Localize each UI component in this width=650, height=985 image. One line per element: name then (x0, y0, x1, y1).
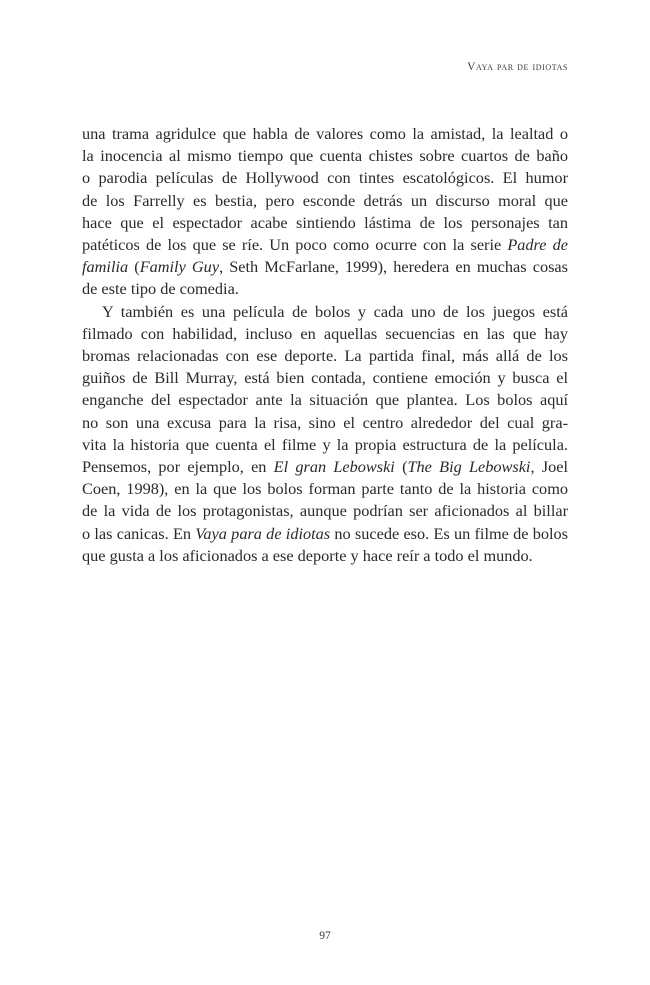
text-run: ( (394, 457, 408, 477)
text-line: guiños de Bill Murray, está bien contada, contiene emoción y busca el (82, 368, 568, 388)
text-line (82, 456, 568, 478)
text-line: que gusta a los aficionados a ese deporte y hace reír a todo el mundo. (82, 545, 533, 565)
body-text (82, 123, 568, 567)
text-run: , Joel (530, 457, 568, 477)
italic-title: familia (82, 257, 129, 277)
italic-title: Vaya para de idiotas (195, 523, 331, 543)
text-line: filmado con habilidad, incluso en aquellas secuencias en las que hay (82, 323, 568, 343)
italic-title: Padre de (507, 235, 568, 255)
text-line: de este tipo de comedia. (82, 279, 239, 299)
text-line (82, 234, 568, 256)
text-run: o las canicas. En (82, 523, 196, 543)
text-line: vita la historia que cuenta el filme y la propia estructura de la película. (82, 434, 568, 454)
text-run: , Seth McFarlane, 1999), heredera en muchas cosas (219, 257, 568, 277)
text-line: bromas relacionadas con ese deporte. La partida final, más allá de los (82, 346, 568, 366)
text-line: enganche del espectador ante la situación que plantea. Los bolos aquí (82, 390, 568, 410)
text-run: patéticos de los que se ríe. Un poco como ocurre con la serie (82, 235, 508, 255)
text-line: no son una excusa para la risa, sino el centro alrededor del cual gra- (82, 412, 568, 432)
text-line (82, 523, 568, 545)
italic-title: The Big Lebowski (407, 457, 531, 477)
text-line: una trama agridulce que habla de valores como la amistad, la lealtad o (82, 124, 568, 143)
text-line (82, 256, 568, 278)
text-line: o parodia películas de Hollywood con tintes escatológicos. El humor (82, 168, 568, 188)
text-line: Y también es una película de bolos y cada uno de los juegos está (102, 301, 568, 321)
text-run: ( (128, 257, 140, 277)
running-head: Vaya par de idiotas (467, 61, 568, 73)
text-run: Pensemos, por ejemplo, en (82, 457, 274, 477)
text-line: de los Farrelly es bestia, pero esconde detrás un discurso moral que (82, 190, 568, 210)
text-line: Coen, 1998), en la que los bolos forman parte tanto de la historia como (82, 479, 568, 499)
italic-title: Family Guy (139, 257, 220, 277)
italic-title: El gran Lebowski (273, 457, 395, 477)
text-run: no sucede eso. Es un filme de bolos (330, 523, 569, 543)
text-line: hace que el espectador acabe sintiendo lástima de los personajes tan (82, 212, 568, 232)
page-number: 97 (319, 930, 331, 942)
text-line: de la vida de los protagonistas, aunque podrían ser aficionados al billar (82, 501, 568, 521)
text-line: la inocencia al mismo tiempo que cuenta chistes sobre cuartos de baño (82, 146, 568, 166)
